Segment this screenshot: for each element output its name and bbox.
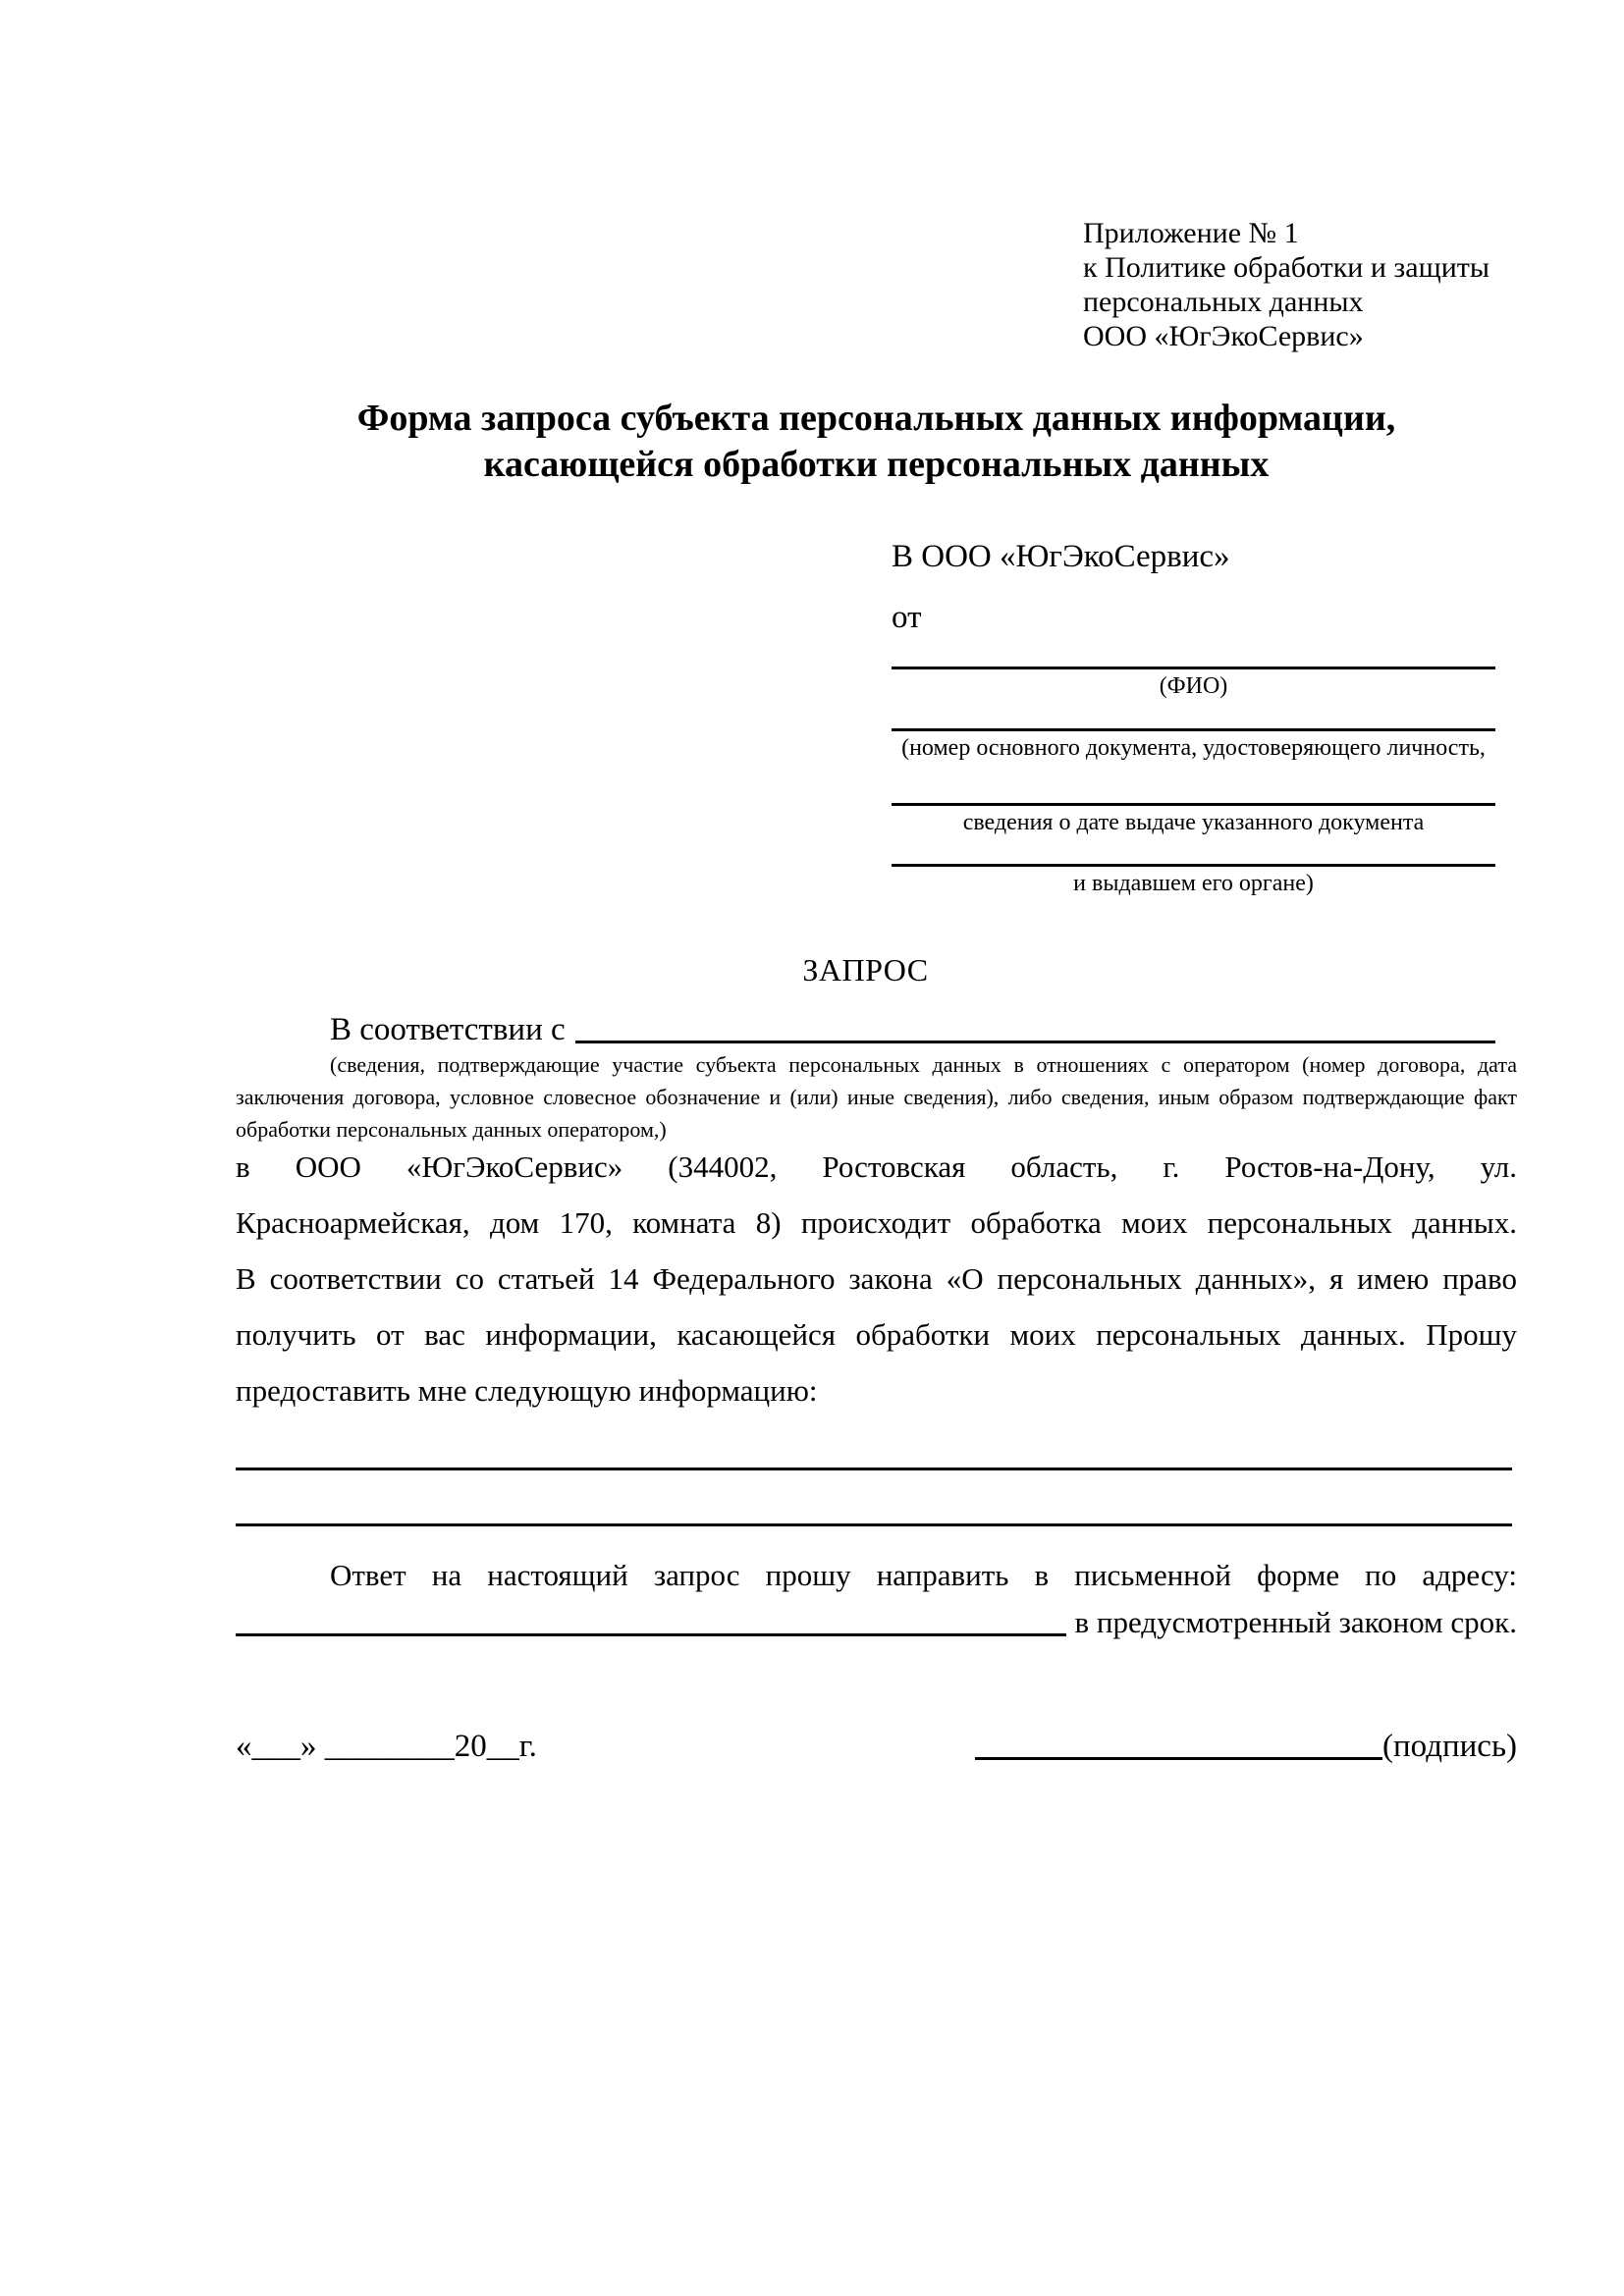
document-issuer-caption: и выдавшем его органе) bbox=[1073, 871, 1314, 896]
note-line-2: заключения договора, условное словесное обозначение и (или) иные сведения), либо сведения, иным образом подтверждающие факт bbox=[236, 1085, 1517, 1109]
request-basis-row bbox=[236, 1007, 1495, 1052]
appendix-line-4: ООО «ЮгЭкоСервис» bbox=[1083, 320, 1364, 352]
document-issuer-blank-line bbox=[892, 864, 1495, 867]
body-line-4: получить от вас информации, касающейся обработки моих персональных данных. Прошу bbox=[236, 1317, 1517, 1352]
reply-deadline-text: в предусмотренный законом срок. bbox=[1074, 1605, 1517, 1639]
appendix-line-3: персональных данных bbox=[1083, 286, 1364, 318]
addressee-from-label: от bbox=[892, 600, 922, 635]
body-line-2: Красноармейская, дом 170, комната 8) происходит обработка моих персональных данных. bbox=[236, 1205, 1517, 1240]
fio-field bbox=[892, 667, 1495, 701]
document-title bbox=[236, 396, 1517, 488]
reply-address-paragraph: Ответ на настоящий запрос прошу направить в письменной форме по адресу: bbox=[330, 1558, 1517, 1592]
signature-group bbox=[975, 1724, 1517, 1769]
request-basis-label: В соответствии с bbox=[330, 1012, 566, 1047]
request-basis-blank-line bbox=[575, 1007, 1495, 1043]
information-blank-line-1 bbox=[236, 1468, 1512, 1470]
note-line-3: обработки персональных данных оператором,) bbox=[236, 1117, 667, 1142]
note-line-1: (сведения, подтверждающие участие субъекта персональных данных в отношениях с оператором (номер договора, дата bbox=[330, 1052, 1517, 1077]
fio-blank-line bbox=[892, 667, 1495, 669]
request-basis-note bbox=[236, 1048, 1517, 1146]
body-line-1: в ООО «ЮгЭкоСервис» (344002, Ростовская область, г. Ростов-на-Дону, ул. bbox=[236, 1149, 1517, 1184]
fio-caption: (ФИО) bbox=[1159, 673, 1228, 699]
reply-address-blank-line bbox=[236, 1600, 1066, 1636]
signature-row bbox=[236, 1724, 1517, 1769]
appendix-line-2: к Политике обработки и защиты bbox=[1083, 251, 1490, 284]
document-issue-date-blank-line bbox=[892, 803, 1495, 806]
body-line-5: предоставить мне следующую информацию: bbox=[236, 1373, 818, 1408]
signature-blank-line bbox=[975, 1724, 1382, 1760]
appendix-header bbox=[1083, 216, 1489, 353]
signature-caption: (подпись) bbox=[1382, 1729, 1517, 1764]
document-number-blank-line bbox=[892, 728, 1495, 731]
title-line-1: Форма запроса субъекта персональных данных информации, bbox=[356, 398, 1396, 439]
document-issue-date-field bbox=[892, 803, 1495, 837]
title-line-2: касающейся обработки персональных данных bbox=[483, 444, 1270, 485]
document-number-field bbox=[892, 728, 1495, 763]
appendix-line-1: Приложение № 1 bbox=[1083, 217, 1299, 249]
document-issuer-field bbox=[892, 864, 1495, 898]
request-heading: ЗАПРОС bbox=[802, 952, 929, 988]
request-body-paragraph bbox=[236, 1139, 1517, 1418]
document-number-caption: (номер основного документа, удостоверяющего личность, bbox=[901, 735, 1486, 761]
document-issue-date-caption: сведения о дате выдаче указанного документа bbox=[962, 810, 1425, 835]
body-line-3: В соответствии со статьей 14 Федерального закона «О персональных данных», я имею право bbox=[236, 1261, 1517, 1296]
addressee-organization: В ООО «ЮгЭкоСервис» bbox=[892, 539, 1230, 574]
information-blank-line-2 bbox=[236, 1523, 1512, 1526]
reply-address-row bbox=[236, 1600, 1517, 1645]
date-placeholder: «___» ________20__г. bbox=[236, 1729, 537, 1764]
